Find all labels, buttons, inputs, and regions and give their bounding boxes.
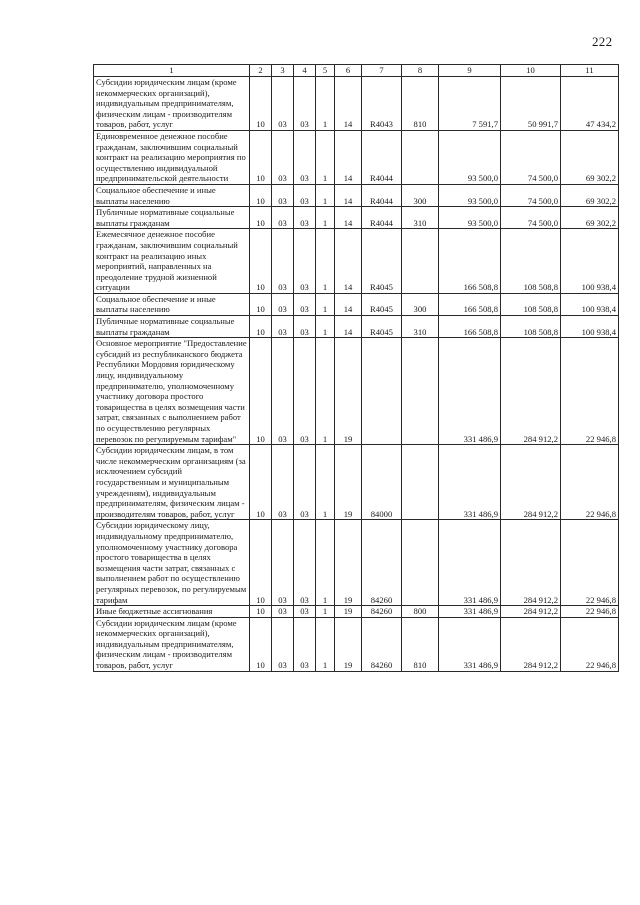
column-header: 6 (335, 65, 362, 77)
code-c8: 300 (402, 184, 439, 206)
code-c3: 03 (272, 338, 294, 445)
table-row (94, 77, 619, 131)
amount-col11: 69 302,2 (561, 184, 619, 206)
table-row (94, 520, 619, 606)
code-c7: 84260 (362, 520, 402, 606)
code-c5: 1 (316, 130, 335, 184)
code-c6: 14 (335, 77, 362, 131)
code-c5: 1 (316, 316, 335, 338)
row-name: Субсидии юридическим лицам (кроме некоммерческих организаций), индивидуальным предпринимателям, физическим лицам - производителям товаров, работ, услуг (94, 77, 250, 131)
table-row (94, 229, 619, 294)
code-c2: 10 (250, 229, 272, 294)
code-c7: 84260 (362, 606, 402, 618)
table-row (94, 207, 619, 229)
code-c7: R4043 (362, 77, 402, 131)
column-header: 2 (250, 65, 272, 77)
code-c5: 1 (316, 617, 335, 671)
code-c5: 1 (316, 184, 335, 206)
code-c4: 03 (294, 520, 316, 606)
code-c6: 19 (335, 338, 362, 445)
row-name: Социальное обеспечение и иные выплаты населению (94, 293, 250, 315)
code-c4: 03 (294, 606, 316, 618)
amount-col9: 166 508,8 (439, 293, 501, 315)
page-number: 222 (592, 34, 613, 49)
code-c4: 03 (294, 77, 316, 131)
code-c3: 03 (272, 77, 294, 131)
amount-col11: 69 302,2 (561, 207, 619, 229)
column-header: 10 (501, 65, 561, 77)
code-c4: 03 (294, 293, 316, 315)
code-c2: 10 (250, 293, 272, 315)
code-c2: 10 (250, 617, 272, 671)
code-c4: 03 (294, 207, 316, 229)
code-c4: 03 (294, 338, 316, 445)
amount-col9: 331 486,9 (439, 338, 501, 445)
amount-col10: 108 508,8 (501, 316, 561, 338)
code-c6: 14 (335, 184, 362, 206)
code-c3: 03 (272, 617, 294, 671)
amount-col11: 22 946,8 (561, 617, 619, 671)
code-c2: 10 (250, 316, 272, 338)
row-name: Субсидии юридическому лицу, индивидуальному предпринимателю, уполномоченному участнику договора простого товарищества в целях возмещения части затрат, связанных с выполнением работ по осуществлению регулярных перевозок, по регулируемым тарифам (94, 520, 250, 606)
column-header: 3 (272, 65, 294, 77)
code-c7: 84260 (362, 617, 402, 671)
amount-col10: 74 500,0 (501, 130, 561, 184)
column-header: 5 (316, 65, 335, 77)
amount-col9: 7 591,7 (439, 77, 501, 131)
code-c2: 10 (250, 184, 272, 206)
code-c7: 84000 (362, 445, 402, 520)
code-c4: 03 (294, 445, 316, 520)
code-c8: 810 (402, 617, 439, 671)
row-name: Единовременное денежное пособие гражданам, заключившим социальный контракт на реализацию мероприятия по осуществлению индивидуальной предпринимательской деятельности (94, 130, 250, 184)
code-c5: 1 (316, 293, 335, 315)
code-c3: 03 (272, 184, 294, 206)
code-c4: 03 (294, 184, 316, 206)
code-c8 (402, 338, 439, 445)
code-c8 (402, 445, 439, 520)
code-c7: R4045 (362, 293, 402, 315)
row-name: Публичные нормативные социальные выплаты гражданам (94, 316, 250, 338)
code-c6: 14 (335, 316, 362, 338)
amount-col9: 93 500,0 (439, 130, 501, 184)
amount-col10: 74 500,0 (501, 207, 561, 229)
amount-col11: 47 434,2 (561, 77, 619, 131)
row-name: Иные бюджетные ассигнования (94, 606, 250, 618)
code-c6: 19 (335, 606, 362, 618)
code-c2: 10 (250, 606, 272, 618)
amount-col11: 22 946,8 (561, 520, 619, 606)
code-c7: R4045 (362, 229, 402, 294)
row-name: Ежемесячное денежное пособие гражданам, заключившим социальный контракт на реализацию иных мероприятий, направленных на преодоление трудной жизненной ситуации (94, 229, 250, 294)
code-c2: 10 (250, 207, 272, 229)
code-c4: 03 (294, 617, 316, 671)
column-header: 4 (294, 65, 316, 77)
code-c8: 310 (402, 207, 439, 229)
amount-col10: 284 912,2 (501, 617, 561, 671)
amount-col11: 22 946,8 (561, 338, 619, 445)
code-c2: 10 (250, 445, 272, 520)
amount-col10: 108 508,8 (501, 293, 561, 315)
budget-table (93, 64, 619, 672)
amount-col9: 93 500,0 (439, 207, 501, 229)
code-c3: 03 (272, 207, 294, 229)
code-c8 (402, 229, 439, 294)
code-c5: 1 (316, 520, 335, 606)
amount-col9: 331 486,9 (439, 606, 501, 618)
table-row (94, 293, 619, 315)
code-c8: 300 (402, 293, 439, 315)
code-c2: 10 (250, 77, 272, 131)
amount-col11: 100 938,4 (561, 316, 619, 338)
amount-col9: 166 508,8 (439, 316, 501, 338)
code-c7: R4044 (362, 184, 402, 206)
code-c5: 1 (316, 207, 335, 229)
code-c7 (362, 338, 402, 445)
code-c6: 14 (335, 229, 362, 294)
amount-col9: 331 486,9 (439, 520, 501, 606)
code-c5: 1 (316, 338, 335, 445)
code-c4: 03 (294, 229, 316, 294)
code-c8 (402, 520, 439, 606)
amount-col11: 22 946,8 (561, 606, 619, 618)
code-c3: 03 (272, 130, 294, 184)
code-c7: R4045 (362, 316, 402, 338)
code-c7: R4044 (362, 207, 402, 229)
column-header: 8 (402, 65, 439, 77)
amount-col9: 93 500,0 (439, 184, 501, 206)
column-header: 1 (94, 65, 250, 77)
code-c3: 03 (272, 229, 294, 294)
table-row (94, 184, 619, 206)
amount-col10: 284 912,2 (501, 606, 561, 618)
code-c5: 1 (316, 445, 335, 520)
amount-col9: 331 486,9 (439, 617, 501, 671)
code-c6: 19 (335, 520, 362, 606)
table-row (94, 130, 619, 184)
code-c3: 03 (272, 606, 294, 618)
code-c6: 14 (335, 293, 362, 315)
code-c5: 1 (316, 77, 335, 131)
amount-col11: 22 946,8 (561, 445, 619, 520)
code-c7: R4044 (362, 130, 402, 184)
code-c6: 19 (335, 445, 362, 520)
table-header-row (94, 65, 619, 77)
code-c2: 10 (250, 520, 272, 606)
code-c4: 03 (294, 316, 316, 338)
code-c2: 10 (250, 338, 272, 445)
code-c8: 800 (402, 606, 439, 618)
code-c4: 03 (294, 130, 316, 184)
amount-col9: 166 508,8 (439, 229, 501, 294)
amount-col9: 331 486,9 (439, 445, 501, 520)
amount-col10: 74 500,0 (501, 184, 561, 206)
code-c6: 14 (335, 207, 362, 229)
column-header: 11 (561, 65, 619, 77)
code-c3: 03 (272, 520, 294, 606)
amount-col10: 284 912,2 (501, 445, 561, 520)
code-c5: 1 (316, 229, 335, 294)
table-row (94, 445, 619, 520)
amount-col11: 69 302,2 (561, 130, 619, 184)
code-c3: 03 (272, 293, 294, 315)
code-c3: 03 (272, 445, 294, 520)
code-c5: 1 (316, 606, 335, 618)
code-c3: 03 (272, 316, 294, 338)
table-row (94, 316, 619, 338)
code-c2: 10 (250, 130, 272, 184)
code-c6: 19 (335, 617, 362, 671)
code-c6: 14 (335, 130, 362, 184)
code-c8: 810 (402, 77, 439, 131)
table-row (94, 617, 619, 671)
table-row (94, 338, 619, 445)
amount-col10: 108 508,8 (501, 229, 561, 294)
row-name: Социальное обеспечение и иные выплаты населению (94, 184, 250, 206)
code-c8 (402, 130, 439, 184)
column-header: 7 (362, 65, 402, 77)
table-row (94, 606, 619, 618)
row-name: Публичные нормативные социальные выплаты гражданам (94, 207, 250, 229)
amount-col10: 284 912,2 (501, 520, 561, 606)
column-header: 9 (439, 65, 501, 77)
row-name: Субсидии юридическим лицам, в том числе некоммерческим организациям (за исключением субсидий государственным и муниципальным учреждениям), индивидуальным предпринимателям, физическим лицам - производителям товаров, работ, услуг (94, 445, 250, 520)
amount-col11: 100 938,4 (561, 229, 619, 294)
amount-col11: 100 938,4 (561, 293, 619, 315)
amount-col10: 284 912,2 (501, 338, 561, 445)
amount-col10: 50 991,7 (501, 77, 561, 131)
row-name: Основное мероприятие "Предоставление субсидий из республиканского бюджета Республики Мордовия юридическому лицу, индивидуальному предпринимателю, уполномоченному участнику договора простого товарищества в целях возмещения части затрат, связанных с выполнением работ по осуществлению регулярных перевозок по регулируемым тарифам" (94, 338, 250, 445)
row-name: Субсидии юридическим лицам (кроме некоммерческих организаций), индивидуальным предпринимателям, физическим лицам - производителям товаров, работ, услуг (94, 617, 250, 671)
code-c8: 310 (402, 316, 439, 338)
